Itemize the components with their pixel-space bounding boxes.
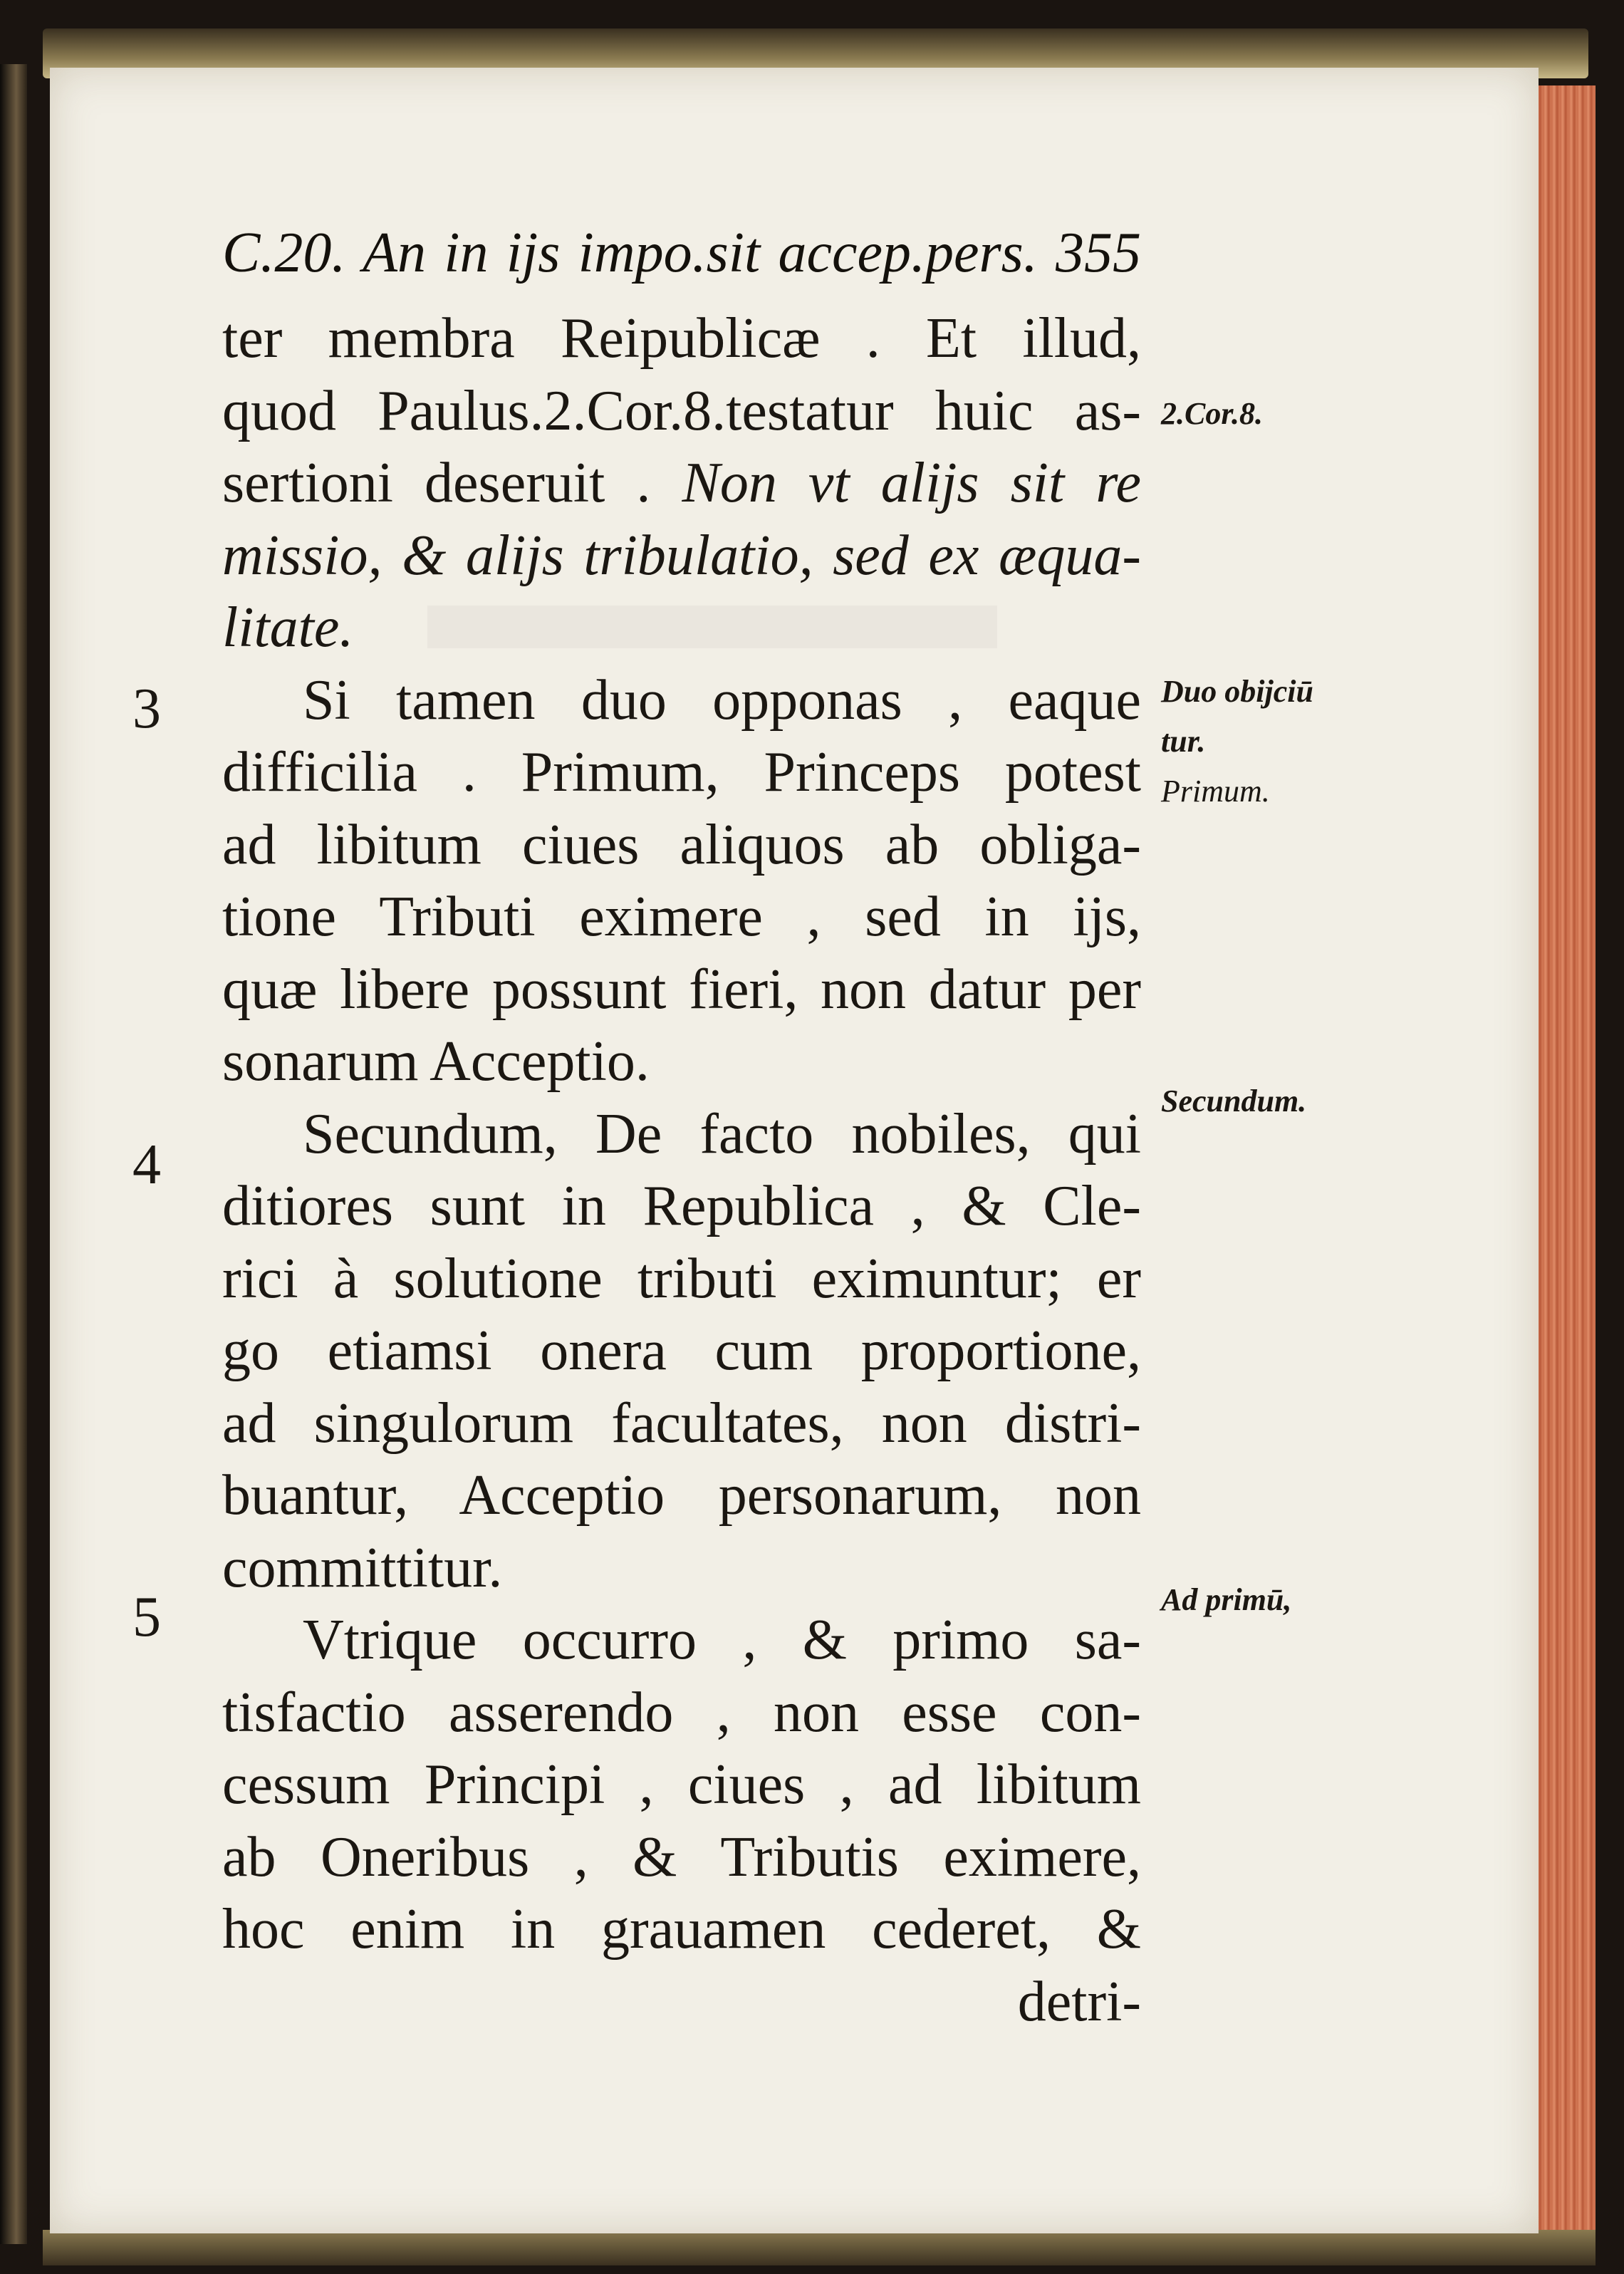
line-text: difficilia . Primum, Princeps potest xyxy=(222,741,1141,804)
text-line xyxy=(222,881,1141,952)
text-line xyxy=(222,954,1141,1025)
text-line xyxy=(222,1315,1141,1386)
text-line xyxy=(222,1532,1141,1604)
line-text: ter membra Reipublicæ . Et illud, xyxy=(222,307,1141,370)
text-line xyxy=(222,1822,1141,1893)
line-text: hoc enim in grauamen cederet, & xyxy=(222,1898,1141,1961)
margin-note-duo-2: tur. xyxy=(1161,724,1206,759)
line-text: tione Tributi eximere , sed in ijs, xyxy=(222,886,1141,948)
line-italic-text: Non vt alijs sit re xyxy=(682,452,1142,514)
text-line xyxy=(222,1677,1141,1748)
text-line xyxy=(222,1966,1141,2037)
text-line xyxy=(222,447,1141,519)
text-line xyxy=(222,592,1141,663)
line-italic-text: litate. xyxy=(222,596,354,659)
line-text: detri- xyxy=(1017,1970,1141,2033)
text-line xyxy=(222,809,1141,881)
line-text: quod Paulus.2.Cor.8.testatur huic as- xyxy=(222,379,1141,442)
section-number-3: 3 xyxy=(132,677,161,740)
facing-page-edge xyxy=(0,64,27,2244)
line-text: Secundum, De facto nobiles, qui xyxy=(303,1102,1141,1165)
margin-note-ad-primum: Ad primū, xyxy=(1161,1582,1292,1617)
margin-note-duo-1: Duo obijciū xyxy=(1161,674,1313,709)
line-text: ditiores sunt in Republica , & Cle- xyxy=(222,1175,1141,1237)
line-text: quæ libere possunt fieri, non datur per xyxy=(222,957,1141,1021)
line-text: Vtrique occurro , & primo sa- xyxy=(303,1609,1141,1671)
text-line xyxy=(222,375,1141,447)
text-line xyxy=(303,665,1141,736)
text-line xyxy=(222,1170,1141,1242)
line-text: ad libitum ciues aliquos ab obliga- xyxy=(222,813,1141,876)
text-line xyxy=(222,1388,1141,1459)
text-line xyxy=(222,1026,1141,1097)
line-text: tisfactio asserendo , non esse con- xyxy=(222,1681,1141,1744)
text-line xyxy=(222,1894,1141,1965)
line-text: buantur, Acceptio personarum, non xyxy=(222,1464,1141,1527)
text-line xyxy=(222,1749,1141,1820)
section-number-5: 5 xyxy=(132,1586,161,1649)
text-line xyxy=(222,1460,1141,1531)
line-text: go etiamsi onera cum proportione, xyxy=(222,1319,1141,1382)
line-text: ad singulorum facultates, non distri- xyxy=(222,1391,1141,1455)
line-text: rici à solutione tributi eximuntur; er xyxy=(222,1247,1141,1310)
margin-note-cor: 2.Cor.8. xyxy=(1161,396,1264,431)
text-line xyxy=(303,1099,1141,1170)
line-text: ab Oneribus , & Tributis eximere, xyxy=(222,1825,1141,1889)
line-text: sonarum Acceptio. xyxy=(222,1030,650,1093)
text-line xyxy=(222,737,1141,808)
text-line xyxy=(303,1604,1141,1676)
text-line xyxy=(222,520,1141,591)
margin-note-secundum: Secundum. xyxy=(1161,1084,1307,1118)
book-bottom-edge xyxy=(43,2230,1596,2265)
margin-note-primum: Primum. xyxy=(1161,774,1270,809)
section-number-4: 4 xyxy=(132,1133,161,1196)
line-text: cessum Principi , ciues , ad libitum xyxy=(222,1753,1141,1816)
line-text: committitur. xyxy=(222,1536,503,1599)
line-italic-text: missio, & alijs tribulatio, sed ex æqua- xyxy=(222,524,1141,587)
text-line xyxy=(222,1243,1141,1314)
text-line xyxy=(222,303,1141,374)
line-text: sertioni deseruit . xyxy=(222,452,682,514)
line-text: Si tamen duo opponas , eaque xyxy=(303,668,1141,732)
running-header: C.20. An in ijs impo.sit accep.pers. 355 xyxy=(222,222,1141,284)
